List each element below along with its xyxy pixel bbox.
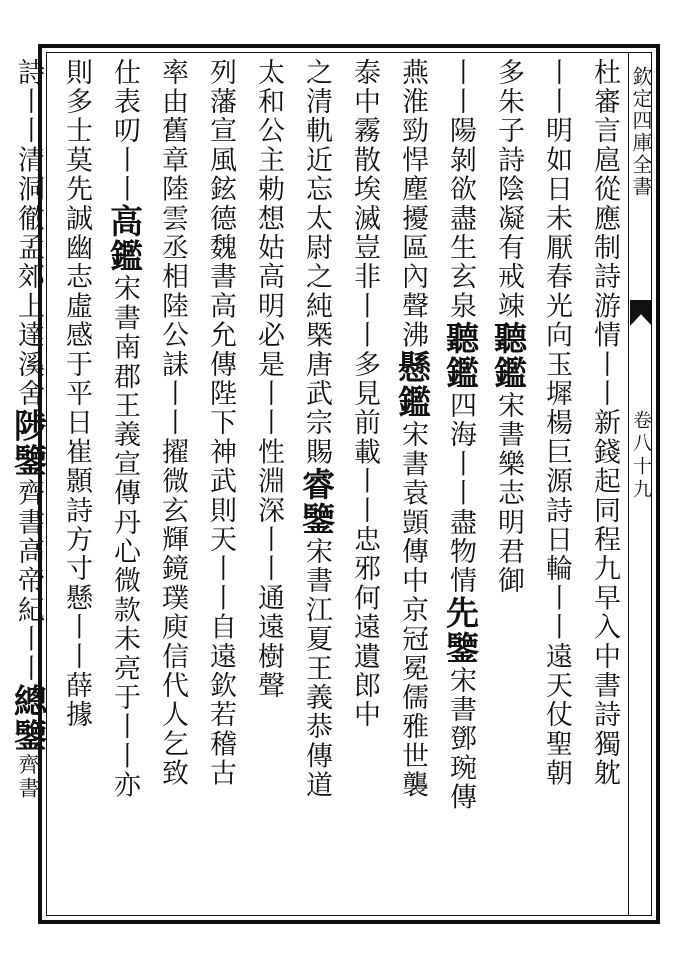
entry-text: 四海丨丨盡物情 xyxy=(445,391,476,596)
text-column xyxy=(4,54,52,914)
text-column xyxy=(244,54,292,914)
entry-text: 齊書 xyxy=(16,753,40,801)
entry-text: 多朱子詩陰凝有戒竦 xyxy=(493,58,524,321)
entry-text: 燕淮勁悍塵擾區內聲沸 xyxy=(397,58,428,350)
entry-text: 丨丨陽剝欲盡生玄泉 xyxy=(445,58,476,321)
entry-text: 宋書南郡王義宣傳丹心微款未亮于丨丨亦 xyxy=(109,274,140,801)
text-column xyxy=(196,54,244,914)
entry-text: 齊書高帝紀丨丨 xyxy=(13,478,44,684)
text-column xyxy=(484,54,532,914)
text-column xyxy=(292,54,340,914)
entry-text: 丨丨明如日未厭春光向玉墀楊巨源詩日輪丨丨遠天仗聖朝 xyxy=(541,58,572,788)
entry-text: 則多士莫先誠幽志虛感于平日崔顥詩方寸懸丨丨薛據 xyxy=(61,58,92,730)
entry-text: 杜審言扈從應制詩游情丨丨新錢起同程九早入中書詩獨躭 xyxy=(589,58,620,788)
entry-headword: 睿鑒 xyxy=(297,466,336,538)
text-column xyxy=(532,54,580,914)
entry-text: 詩丨丨清洞徹孟郊上達溪舍 xyxy=(13,58,44,409)
entry-headword: 總鑒 xyxy=(9,683,48,754)
entry-headword: 聽鑑 xyxy=(441,320,480,392)
entry-headword: 陟鑒 xyxy=(9,408,48,479)
text-column xyxy=(388,54,436,914)
text-column xyxy=(340,54,388,914)
text-column xyxy=(436,54,484,914)
entry-text: 太和公主勅想姑高明必是丨丨性淵深丨丨通遠樹聲 xyxy=(253,58,284,701)
entry-text: 率由舊章陸雲丞相陸公誄丨丨擢微玄輝鏡璞庾信代人乞致 xyxy=(157,58,188,788)
entry-headword: 高鑑 xyxy=(105,204,144,275)
entry-text: 宋書樂志明君御 xyxy=(493,391,524,596)
margin-book-title: 欽定四庫全書 xyxy=(629,66,653,198)
entry-text: 仕表叨丨丨 xyxy=(109,58,140,204)
text-column xyxy=(52,54,100,914)
entry-text: 列藩宣風鉉德魏書高允傳陛下神武則天丨丨自遠欽若稽古 xyxy=(205,58,236,788)
text-column xyxy=(148,54,196,914)
entry-text: 宋書鄧琬傳 xyxy=(445,666,476,813)
entry-headword: 先鑒 xyxy=(441,595,480,667)
entry-text: 宋書袁顗傳中京冠冕儒雅世襲 xyxy=(397,420,428,801)
entry-text: 宋書江夏王義恭傳道 xyxy=(301,537,332,801)
margin-volume-number: 卷八十九 xyxy=(630,410,652,502)
entry-text: 之清軌近忘太尉之純槩唐武宗賜 xyxy=(301,58,332,467)
entry-headword: 懸鑑 xyxy=(393,350,432,421)
text-column xyxy=(580,54,628,914)
entry-headword: 聽鑑 xyxy=(489,320,528,392)
text-column xyxy=(100,54,148,914)
entry-text: 泰中霧散埃滅豈非丨丨多見前載丨丨忠邪何遠遺郎中 xyxy=(349,58,380,730)
text-columns xyxy=(9,54,628,914)
